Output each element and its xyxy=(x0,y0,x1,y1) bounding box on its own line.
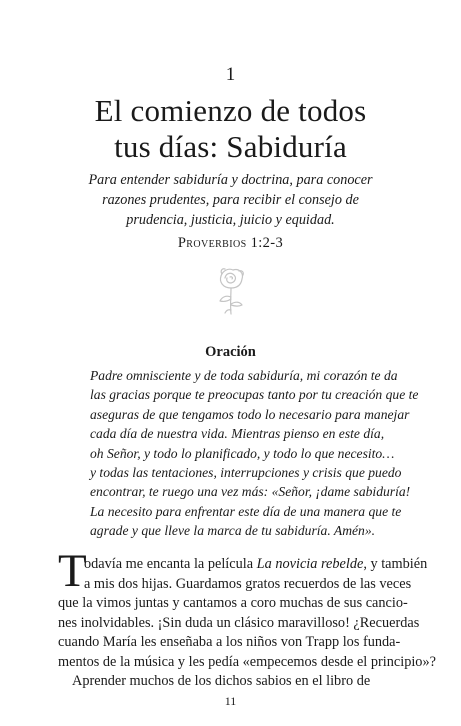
epigraph-line: razones prudentes, para recibir el consejo de xyxy=(102,192,359,208)
chapter-title-line: tus días: Sabiduría xyxy=(114,129,347,164)
body-text xyxy=(58,555,436,692)
prayer-line: Padre omnisciente y de toda sabiduría, mi corazón te da xyxy=(90,368,398,383)
chapter-number: 1 xyxy=(225,64,236,85)
prayer-line: aseguras de que tengamos todo lo necesario para manejar xyxy=(90,406,410,422)
prayer-line: oh Señor, y todo lo planificado, y todo lo que necesito… xyxy=(90,445,395,461)
body-line: a mis dos hijas. Guardamos gratos recuerdos de las veces xyxy=(84,575,412,592)
body-line: nes inolvidables. ¡Sin duda un clásico maravilloso! ¿Recuerdas xyxy=(58,614,420,631)
prayer-line: y todas las tentaciones, interrupciones y crisis que puedo xyxy=(90,465,402,481)
body-line: que la vimos juntas y cantamos a coro muchas de sus cancio- xyxy=(58,595,408,611)
rose-ornament-icon xyxy=(211,264,251,318)
epigraph-reference: Proverbios 1:2-3 xyxy=(177,235,284,251)
epigraph xyxy=(88,170,373,230)
epigraph-line: Para entender sabiduría y doctrina, para conocer xyxy=(88,172,373,188)
prayer-line: cada día de nuestra vida. Mientras pienso en este día, xyxy=(90,426,385,442)
body-line: Aprender muchos de los dichos sabios en el libro de xyxy=(72,673,371,689)
chapter-title-line: El comienzo de todos xyxy=(94,93,367,128)
body-line: mentos de la música y les pedía «empecemos desde el principio»? xyxy=(58,653,436,670)
movie-title: La novicia rebelde xyxy=(256,556,364,572)
prayer-heading: Oración xyxy=(205,344,256,360)
body-line xyxy=(58,555,428,575)
epigraph-line: prudencia, justicia, juicio y equidad. xyxy=(126,212,335,228)
prayer-line: agrade y que lleve la marca de tu sabiduría. Amén». xyxy=(90,523,376,539)
body-line-text: odavía me encanta la película xyxy=(84,556,257,572)
body-line: cuando María les enseñaba a los niños von Trapp los funda- xyxy=(58,634,401,650)
chapter-title xyxy=(0,93,461,165)
prayer-line: las gracias porque te preocupas tanto por tu creación que te xyxy=(90,387,419,403)
prayer-line: encontrar, te ruego una vez más: «Señor, ¡dame sabiduría! xyxy=(90,484,411,500)
prayer-line: La necesito para enfrentar este día de una manera que te xyxy=(90,503,402,519)
drop-cap: T xyxy=(58,545,87,597)
body-line-text: , y también xyxy=(363,556,428,572)
page-number: 11 xyxy=(224,694,237,708)
prayer-text xyxy=(90,366,419,541)
